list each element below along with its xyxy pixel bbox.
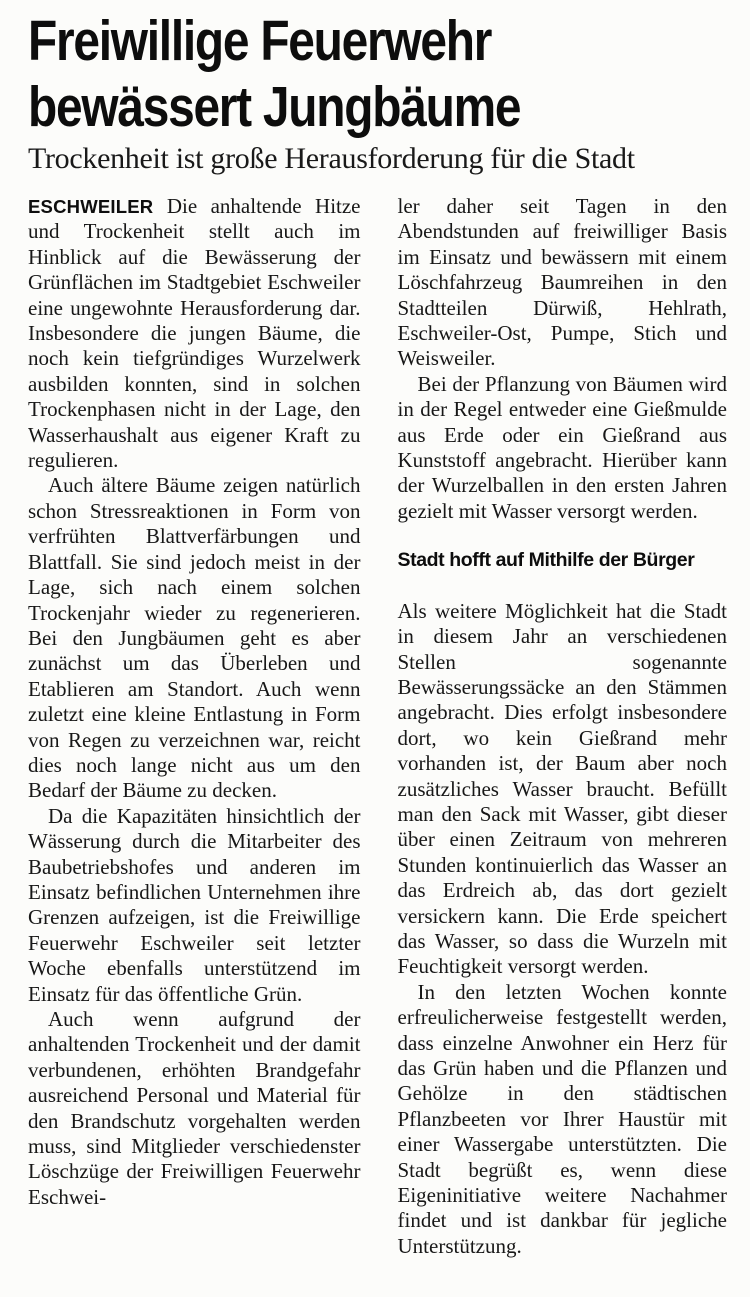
dateline: ESCHWEILER (28, 196, 154, 217)
paragraph: Auch ältere Bäume zeigen natürlich schon Stressreaktionen in Form von verfrühten Blattverfärbungen und Blattfall. Sie sind jedoch meist in der Lage, sich nach einem solchen Trockenjahr wieder zu regenerieren. Bei den Jungbäumen geht es aber zunächst um das Überleben und Etablieren am Standort. Auch wenn zuletzt eine kleine Entlastung in Form von Regen zu verzeichnen war, reicht dies noch lange nicht aus um den Bedarf der Bäume zu decken. (28, 473, 361, 803)
article-body (0, 194, 750, 1259)
paragraph: Auch wenn aufgrund der anhaltenden Trockenheit und der damit verbundenen, erhöhten Brandgefahr ausreichend Personal und Material für den Brandschutz vorgehalten werden muss, sind Mitglieder verschiedenster Löschzüge der Freiwilligen Feuerwehr Eschwei- (28, 1007, 361, 1209)
lead-paragraph (28, 194, 361, 473)
headline-line-2: bewässert Jungbäume (28, 75, 521, 139)
column-left (28, 194, 361, 1259)
paragraph: Da die Kapazitäten hinsichtlich der Wässerung durch die Mitarbeiter des Baubetriebshofes und anderen im Einsatz befindlichen Unternehmen ihre Grenzen aufzeigen, ist die Freiwillige Feuerwehr Eschweiler seit letzter Woche ebenfalls unterstützend im Einsatz für das öffentliche Grün. (28, 803, 361, 1006)
column-right (398, 194, 728, 1259)
paragraph: Bei der Pflanzung von Bäumen wird in der Regel entweder eine Gießmulde aus Erde oder ein Gießrand aus Kunststoff angebracht. Hierüber kann der Wurzelballen in den ersten Jahren gezielt mit Wasser versorgt werden. (397, 371, 727, 523)
paragraph: Als weitere Möglichkeit hat die Stadt in diesem Jahr an verschiedenen Stellen sogenannte Bewässerungssäcke an den Stämmen angebracht. Dies erfolgt insbesondere dort, wo kein Gießrand mehr vorhanden ist, der Baum aber noch zusätzliches Wasser braucht. Befüllt man den Sack mit Wasser, gibt dieser über einen Zeitraum von mehreren Stunden kontinuierlich das Wasser an das Erdreich ab, das dort gezielt versickern kann. Die Erde speichert das Wasser, so dass die Wurzeln mit Feuchtigkeit versorgt werden. (397, 598, 727, 979)
paragraph: In den letzten Wochen konnte erfreulicherweise festgestellt werden, dass einzelne Anwohner ein Herz für das Grün haben und die Pflanzen und Gehölze in den städtischen Pflanzbeeten vor Ihrer Haustür mit einer Wassergabe unterstützten. Die Stadt begrüßt es, wenn diese Eigeninitiative weitere Nachahmer findet und ist dankbar für jegliche Unterstützung. (397, 979, 727, 1258)
section-subheading: Stadt hofft auf Mithilfe der Bürger (397, 549, 695, 572)
lead-paragraph-text: Die anhaltende Hitze und Trockenheit stellt auch im Hinblick auf die Bewässerung der Grünflächen im Stadtgebiet Eschweiler eine ungewohnte Herausforderung dar. Insbesondere die jungen Bäume, die noch kein tiefgründiges Wurzelwerk ausbilden konnten, sind in solchen Trockenphasen nicht in der Lage, den Wasserhaushalt aus eigener Kraft zu regulieren. (28, 194, 361, 473)
paragraph: ler daher seit Tagen in den Abendstunden auf freiwilliger Basis im Einsatz und bewässern mit einem Löschfahrzeug Baumreihen in den Stadtteilen Dürwiß, Hehlrath, Eschweiler-Ost, Pumpe, Stich und Weisweiler. (397, 194, 727, 371)
headline (28, 8, 750, 140)
headline-line-1: Freiwillige Feuerwehr (28, 9, 492, 73)
subheadline: Trockenheit ist große Herausforderung für die Stadt (28, 142, 635, 175)
